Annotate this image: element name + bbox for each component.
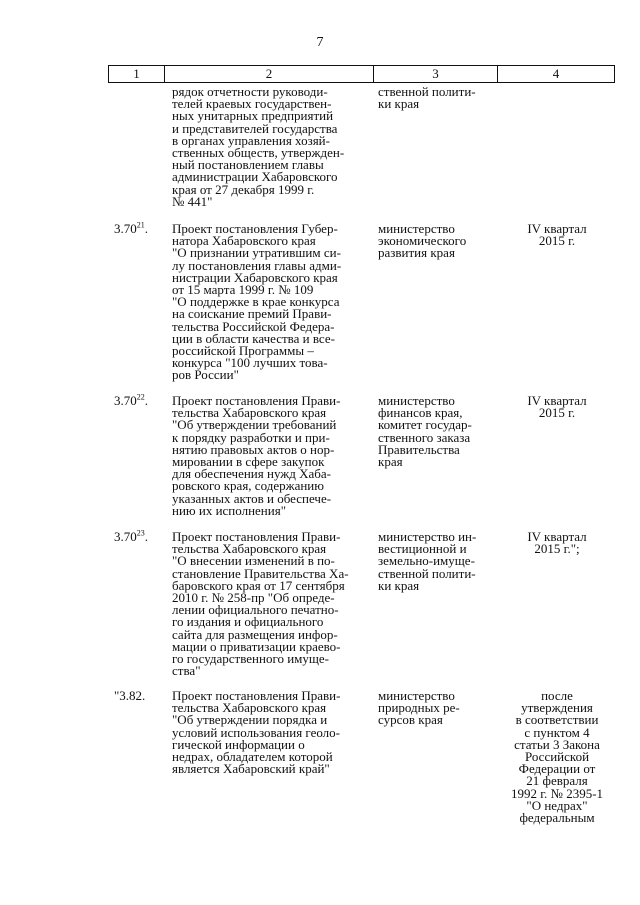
row-deadline: IV квартал 2015 г. xyxy=(527,393,587,421)
row-number: 3.70$^{22}$. xyxy=(114,392,148,408)
row-deadline: IV квартал 2015 г."; xyxy=(527,529,587,557)
continuation-description: рядок отчетности руководи- телей краевых государствен- ных унитарных предприятий и представителей государства в органах управления хозяй- ственных обществ, утвержден- ный постановлением главы администрации Хабаровского края от 27 декабря 1999 г. № 441" xyxy=(172,84,345,209)
continuation-responsible: ственной полити- ки края xyxy=(378,84,476,112)
row-description: Проект постановления Губер- натора Хабаровского края "О признании утратившим си- лу постановления главы адми- нистрации Хабаровского края от 15 марта 1999 г. № 109 "О поддержке в крае конкурса на соискание премий Прави- тельства Российской Федера- ции в области качества и все- российской Программы – конкурса "100 лучших това- ров России" xyxy=(172,221,342,383)
row-description: Проект постановления Прави- тельства Хабаровского края "Об утверждении требований к порядку разработки и при- нятию правовых актов о нор- мировании в сфере закупок для обеспечения нужд Хаба- ровского края, содержанию указанных актов и обеспече- нию их исполнения" xyxy=(172,393,341,518)
row-number: 3.70$^{23}$. xyxy=(114,528,148,544)
column-header-4: 4 xyxy=(552,66,560,81)
row-description: Проект постановления Прави- тельства Хабаровского края "О внесении изменений в по- становление Правительства Ха- баровского края от 17 сентября 2010 г. № 258-пр "Об опреде- лении официального печатно- го издания и официального сайта для размещения инфор- мации о приватизации краево- го государственного имуще- ства" xyxy=(172,529,349,679)
column-header-2: 2 xyxy=(165,66,374,82)
row-deadline: после утверждения в соответствии с пунктом 4 статьи 3 Закона Российской Федерации от 21 февраля 1992 г. № 2395-1 "О недрах" федеральным xyxy=(510,688,604,826)
row-responsible: министерство природных ре- сурсов края xyxy=(378,688,460,728)
column-header-1: 1 xyxy=(109,66,165,82)
column-header-3: 3 xyxy=(374,66,498,82)
page-number: 7 xyxy=(316,35,324,50)
row-description: Проект постановления Прави- тельства Хабаровского края "Об утверждении порядка и условий использования геоло- гической информации о недрах, обладателем которой является Хабаровский край" xyxy=(172,688,341,777)
row-deadline: IV квартал 2015 г. xyxy=(527,221,587,249)
row-responsible: министерство ин- вестиционной и земельно-имуще- ственной полити- ки края xyxy=(378,529,477,593)
row-number: 3.70$^{21}$. xyxy=(114,220,148,236)
row-number: "3.82. xyxy=(114,688,146,703)
row-responsible: министерство экономического развития края xyxy=(378,221,467,261)
row-responsible: министерство финансов края, комитет государ- ственного заказа Правительства края xyxy=(378,393,472,470)
table-header-row xyxy=(108,65,615,83)
